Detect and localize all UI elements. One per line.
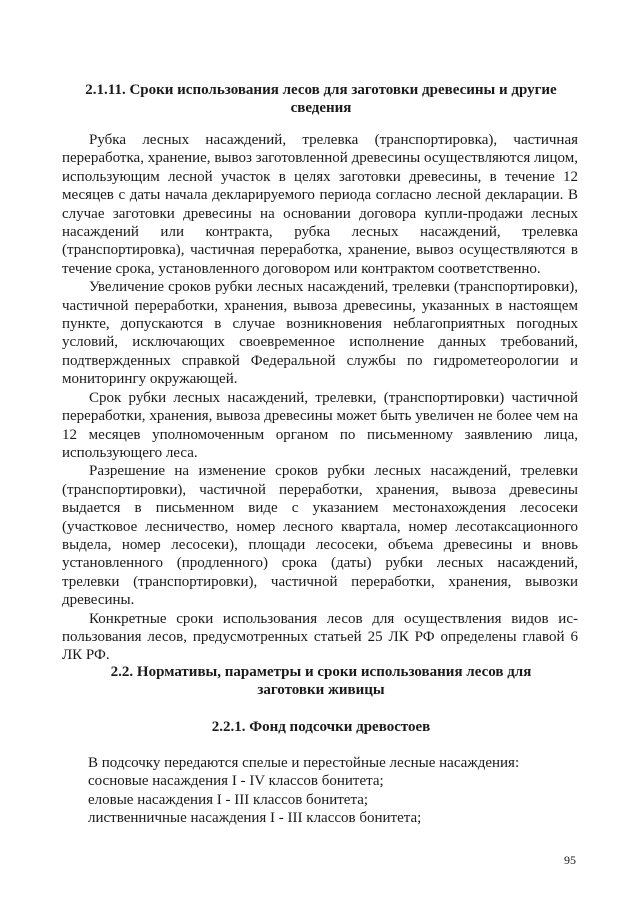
list-item: сосновые насаждения I - IV классов бонитета; [88,773,384,790]
paragraph: Рубка лесных насаждений, трелевка (транспортировка), частичная переработка, хранение, вывоз заготовленной древесины осуществляются лицом, использующим лесной участок в целях заготовки древесины, в течение 12 месяцев с даты начала декларируемого периода согласно лесной декларации. В случае заготовки древесины на основании договора купли-продажи лесных насаждений или контракта, рубка лесных насаждений, трелевка (транспортировка), частичная переработка, хранение, вывоз осуществляются в течение срока, установленного договором или контрактом соответственно. [62,132,578,277]
body-text [62,131,578,665]
section-heading: 2.1.11. Сроки использования лесов для заготовки древесины и другие сведения [85,82,557,116]
paragraph: Увеличение сроков рубки лесных насаждений, трелевки (транспортировки), частичной переработки, хранения, вывоза древесины, указанных в настоящем пункте, допускаются в случае возникновения неблагоприятных погодных условий, исключающих своевременное исполнение данных требований, подтвержденных справкой Федеральной службы по гидрометеорологии и мониторингу окружающей. [62,279,578,388]
paragraph: Срок рубки лесных насаждений, трелевки, (транспортировки) частичной переработки, хранения, вывоза древесины может быть увеличен не более чем на 12 месяцев уполномоченным органом по письменному заявлению лица, использующего леса. [62,389,578,461]
list-item: В подсочку передаются спелые и перестойные лесные насаждения: [88,755,520,771]
list-item: лиственничные насаждения I - III классов бонитета; [88,809,422,826]
paragraph: Конкретные сроки использования лесов для осуществления видов ис-пользования лесов, предусмотренных статьей 25 ЛК РФ определены главой 6 ЛК РФ. [62,610,578,664]
subsection-heading: 2.2. Нормативы, параметры и сроки использования лесов для заготовки живицы [110,664,532,698]
list-item: еловые насаждения I - III классов бонитета; [88,791,369,808]
paragraph: Разрешение на изменение сроков рубки лесных насаждений, трелевки (транспортировки), частичной переработки, хранения, вывоза древесины выдается в письменном виде с указанием местонахождения лесосеки (участковое лесничество, номер лесного квартала, номер лесотаксационного выдела, номер лесосеки), площади лесосеки, объема древесины и вновь установленного (продленного) срока (даты) рубки лесных насаждений, трелевки (транспортировки), частичной переработки, хранения, вывозки древесины. [62,463,578,609]
list [88,754,568,827]
page-number: 95 [564,853,576,867]
sub-subsection-heading: 2.2.1. Фонд подсочки древостоев [211,719,431,735]
